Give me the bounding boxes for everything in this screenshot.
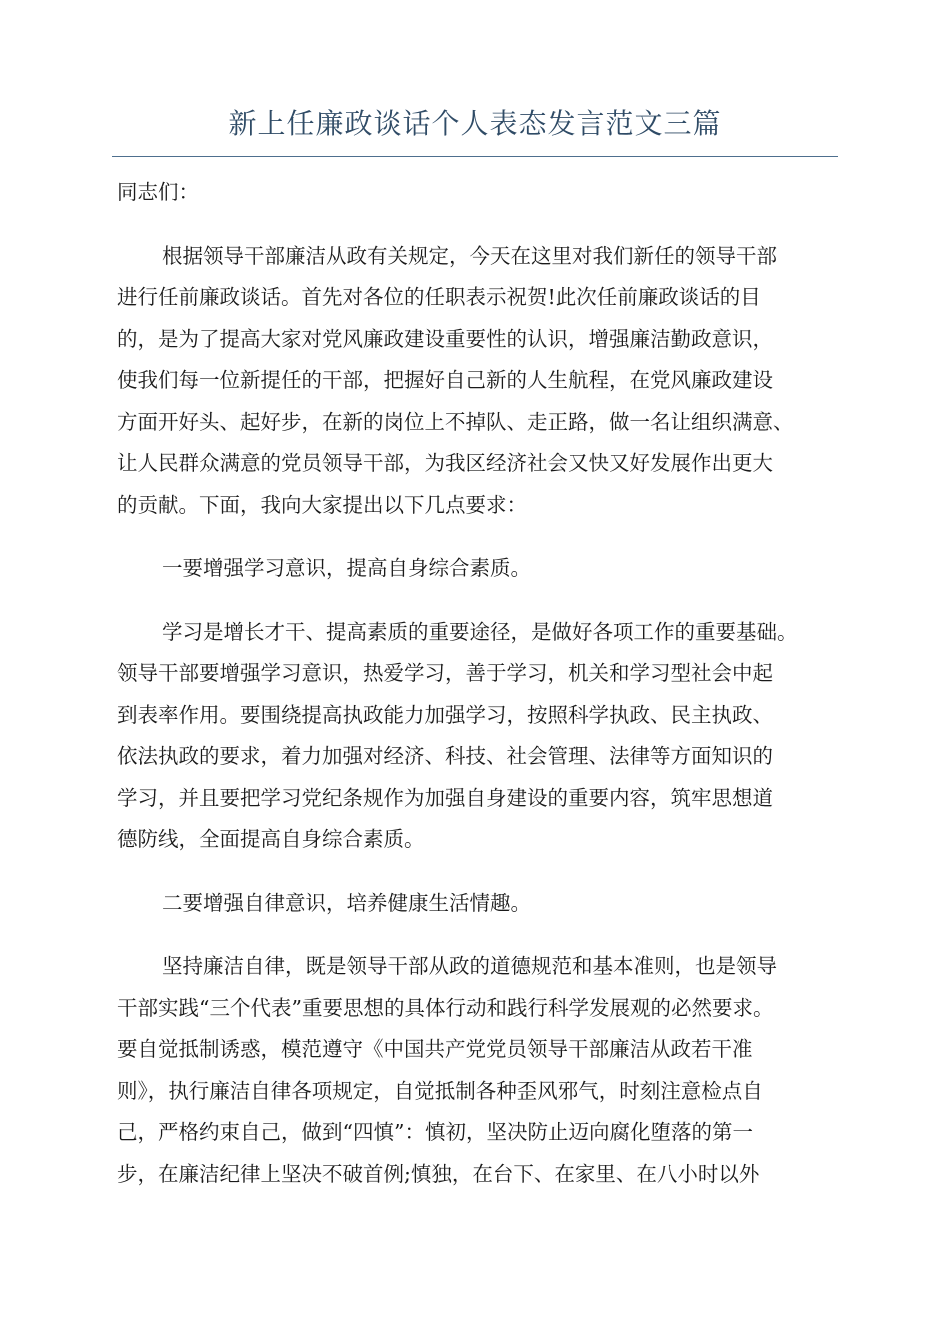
paragraph-line: 步，在廉洁纪律上坚决不破首例;慎独，在台下、在家里、在八小时以外 xyxy=(117,1161,760,1186)
paragraph-self-discipline xyxy=(117,946,839,1195)
paragraph-line: 领导干部要增强学习意识，热爱学习，善于学习，机关和学习型社会中起 xyxy=(117,661,773,685)
paragraph-line: 让人民群众满意的党员领导干部，为我区经济社会又快又好发展作出更大 xyxy=(117,451,773,475)
paragraph-line: 到表率作用。要围绕提高执政能力加强学习，按照科学执政、民主执政、 xyxy=(117,702,773,727)
spacer xyxy=(117,861,839,883)
section-heading-1 xyxy=(117,548,839,590)
paragraph-line: 学习是增长才干、提高素质的重要途径，是做好各项工作的重要基础。 xyxy=(162,619,798,644)
spacer xyxy=(117,150,839,172)
spacer xyxy=(117,214,839,236)
spacer xyxy=(117,590,839,612)
paragraph-line: 学习，并且要把学习党纪条规作为加强自身建设的重要内容，筑牢思想道 xyxy=(117,785,773,810)
section-heading-line: 一要增强学习意识，提高自身综合素质。 xyxy=(162,556,531,580)
spacer xyxy=(117,924,839,946)
paragraph-line: 的，是为了提高大家对党风廉政建设重要性的认识，增强廉洁勤政意识， xyxy=(117,326,773,351)
paragraph-line: 己，严格约束自己，做到“四慎”：慎初，坚决防止迈向腐化堕落的第一 xyxy=(117,1120,753,1144)
document-title: 新上任廉政谈话个人表态发言范文三篇 xyxy=(228,107,722,140)
paragraph-line: 的贡献。下面，我向大家提出以下几点要求： xyxy=(117,492,527,517)
paragraph-line: 使我们每一位新提任的干部，把握好自己新的人生航程，在党风廉政建设 xyxy=(117,368,773,392)
section-heading-2 xyxy=(117,883,839,925)
greeting: 同志们： xyxy=(117,180,199,204)
paragraph-line: 德防线，全面提高自身综合素质。 xyxy=(117,827,425,851)
document-body xyxy=(117,150,839,1195)
paragraph-line: 方面开好头、起好步，在新的岗位上不掉队、走正路，做一名让组织满意、 xyxy=(117,409,794,434)
paragraph-line: 干部实践“三个代表”重要思想的具体行动和践行科学发展观的必然要求。 xyxy=(117,995,774,1020)
paragraph-line: 坚持廉洁自律，既是领导干部从政的道德规范和基本准则，也是领导 xyxy=(162,954,777,978)
paragraph-line: 则》，执行廉洁自律各项规定，自觉抵制各种歪风邪气，时刻注意检点自 xyxy=(117,1078,763,1103)
paragraph-line: 要自觉抵制诱惑，模范遵守《中国共产党党员领导干部廉洁从政若干准 xyxy=(117,1037,753,1061)
paragraph-intro xyxy=(117,236,839,527)
paragraph-line: 依法执政的要求，着力加强对经济、科技、社会管理、法律等方面知识的 xyxy=(117,744,773,768)
section-heading-line: 二要增强自律意识，培养健康生活情趣。 xyxy=(162,890,531,915)
spacer xyxy=(117,526,839,548)
paragraph-line: 进行任前廉政谈话。首先对各位的任职表示祝贺!此次任前廉政谈话的目 xyxy=(117,285,761,309)
paragraph-study xyxy=(117,612,839,861)
paragraph-line: 根据领导干部廉洁从政有关规定，今天在这里对我们新任的领导干部 xyxy=(162,243,777,268)
